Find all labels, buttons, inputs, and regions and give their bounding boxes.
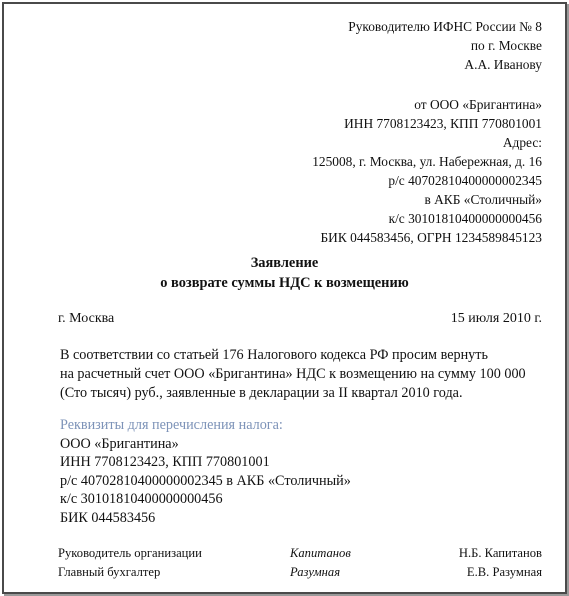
- sender-line: от ООО «Бригантина»: [414, 97, 542, 112]
- requisites-block: [60, 416, 351, 527]
- recipient-line: Руководителю ИФНС России № 8: [348, 19, 542, 34]
- requisites-heading: Реквизиты для перечисления налога:: [60, 417, 283, 433]
- sender-line: Адрес:: [502, 135, 542, 150]
- recipient-line: по г. Москве: [470, 38, 542, 53]
- sender-line: БИК 044583456, ОГРН 1234589845123: [320, 230, 542, 245]
- signature-row-accountant: [58, 563, 542, 581]
- signature-name: Н.Б. Капитанов: [458, 546, 542, 560]
- document-subtitle: о возврате суммы НДС к возмещению: [160, 275, 409, 291]
- signature-position: Главный бухгалтер: [58, 565, 161, 579]
- requisites-line: БИК 044583456: [60, 509, 156, 526]
- place: г. Москва: [58, 311, 115, 326]
- body-paragraph: [60, 346, 548, 403]
- requisites-line: к/с 30101810400000000456: [60, 491, 223, 507]
- requisites-line: р/с 40702810400000002345 в АКБ «Столичный»: [60, 472, 351, 489]
- signature-position: Руководитель организации: [58, 546, 202, 560]
- body-line: В соответствии со статьей 176 Налогового кодекса РФ просим вернуть: [60, 347, 488, 363]
- body-line: (Сто тысяч) руб., заявленные в декларации за II квартал 2010 года.: [60, 385, 463, 401]
- signature: Разумная: [290, 565, 341, 579]
- recipient-line: А.А. Иванову: [464, 57, 542, 72]
- date: 15 июля 2010 г.: [450, 311, 542, 326]
- document-title: Заявление: [250, 255, 319, 271]
- document-frame: [2, 2, 567, 594]
- recipient-block: [348, 17, 542, 74]
- sender-line: 125008, г. Москва, ул. Набережная, д. 16: [312, 154, 542, 169]
- sender-line: р/с 40702810400000002345: [388, 173, 542, 188]
- sender-line: в АКБ «Столичный»: [424, 192, 542, 207]
- sender-line: ИНН 7708123423, КПП 770801001: [344, 116, 542, 131]
- signature-row-director: [58, 544, 542, 562]
- sender-block: [312, 95, 542, 247]
- signature-name: Е.В. Разумная: [466, 565, 542, 579]
- body-line: на расчетный счет ООО «Бригантина» НДС к возмещению на сумму 100 000: [60, 366, 526, 382]
- signature: Капитанов: [290, 546, 351, 560]
- requisites-line: ИНН 7708123423, КПП 770801001: [60, 454, 270, 470]
- requisites-line: ООО «Бригантина»: [60, 435, 179, 452]
- sender-line: к/с 30101810400000000456: [388, 211, 542, 226]
